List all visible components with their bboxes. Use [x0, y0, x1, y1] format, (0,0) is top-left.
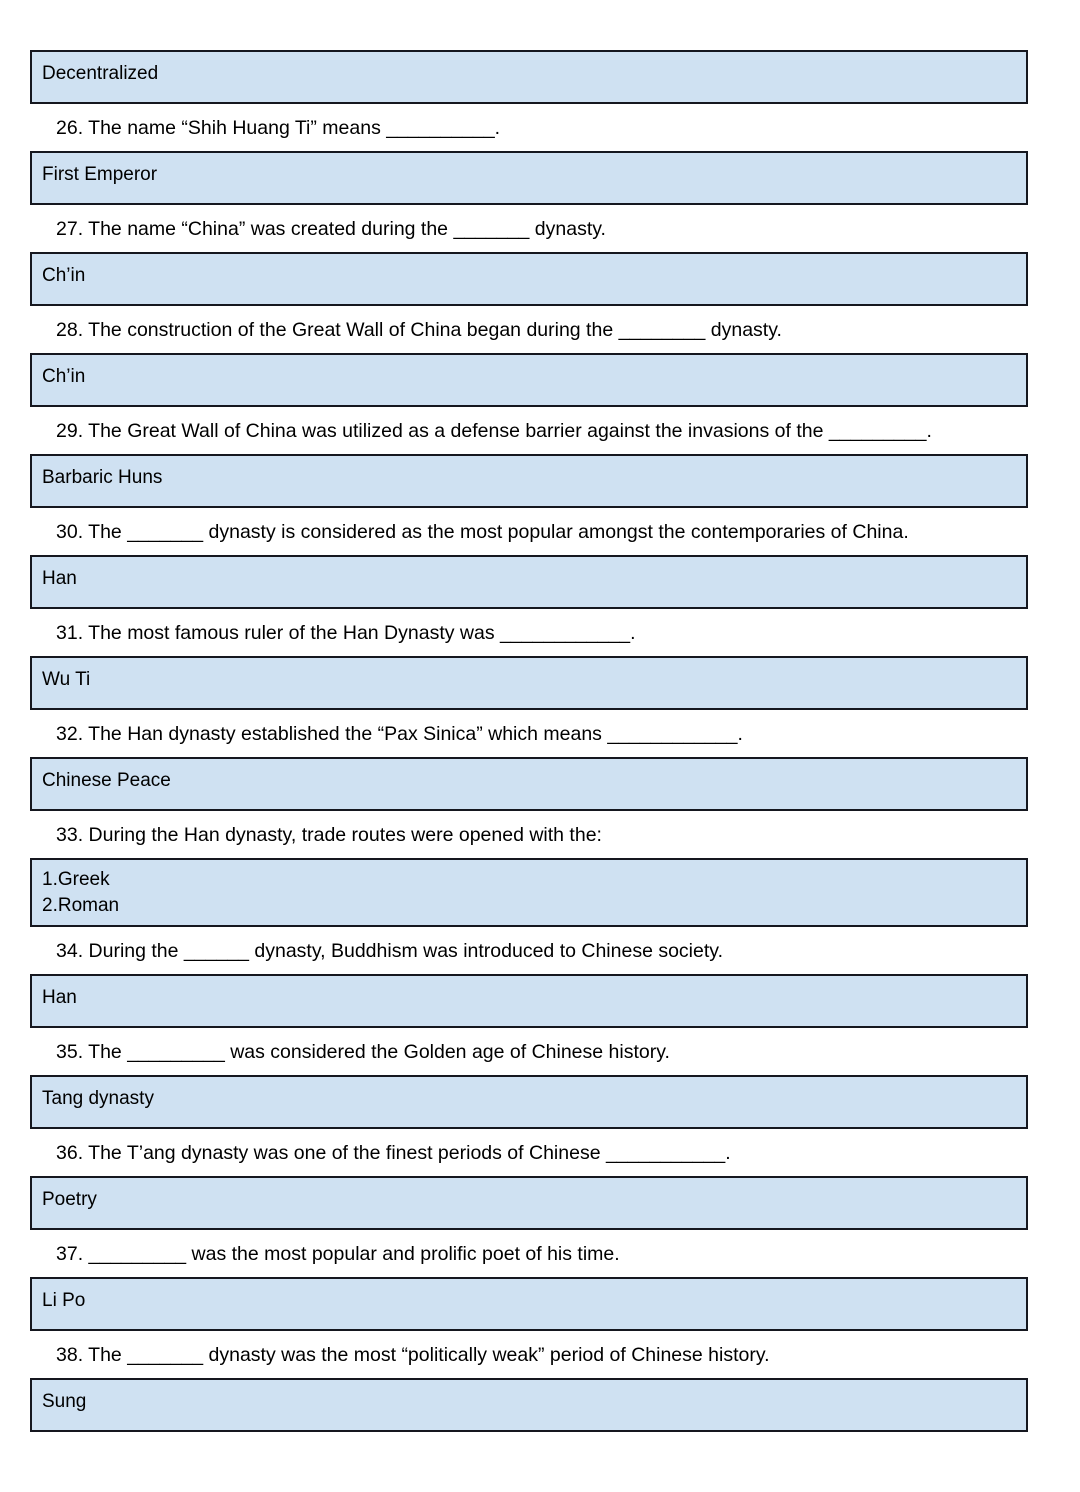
question-text: 34. During the ______ dynasty, Buddhism was introduced to Chinese society. [56, 940, 723, 962]
answer-box[interactable] [30, 1277, 1028, 1331]
answer-box[interactable] [30, 757, 1028, 811]
question-text: 36. The T’ang dynasty was one of the finest periods of Chinese ___________. [56, 1142, 731, 1164]
question-text: 28. The construction of the Great Wall of China began during the ________ dynasty. [56, 319, 782, 341]
answer-text: First Emperor [42, 164, 158, 185]
question-text: 37. _________ was the most popular and prolific poet of his time. [56, 1243, 620, 1265]
answer-text: Tang dynasty [42, 1088, 154, 1109]
answer-box[interactable] [30, 555, 1028, 609]
answer-text: Chinese Peace [42, 770, 171, 791]
answer-text: Decentralized [42, 63, 159, 84]
question-text: 29. The Great Wall of China was utilized as a defense barrier against the invasions of the _________. [56, 420, 932, 442]
answer-text: Ch’in [42, 366, 86, 387]
answer-text: Barbaric Huns [42, 467, 163, 488]
question-text: 38. The _______ dynasty was the most “politically weak” period of Chinese history. [56, 1344, 770, 1366]
answer-box[interactable] [30, 656, 1028, 710]
question-answer-group [30, 151, 1028, 252]
question-text: 30. The _______ dynasty is considered as the most popular amongst the contemporaries of China. [56, 521, 909, 543]
answer-text: Han [42, 987, 77, 1008]
question-text: 26. The name “Shih Huang Ti” means __________. [56, 117, 501, 139]
answer-text: Li Po [42, 1290, 86, 1311]
answer-text: Wu Ti [42, 669, 91, 690]
question-answer-group [30, 50, 1028, 151]
question-answer-group [30, 454, 1028, 555]
question-text: 35. The _________ was considered the Golden age of Chinese history. [56, 1041, 670, 1063]
question-answer-group [30, 252, 1028, 353]
answer-text: Ch’in [42, 265, 86, 286]
answer-box[interactable] [30, 858, 1028, 927]
question-text: 33. During the Han dynasty, trade routes were opened with the: [56, 824, 602, 846]
answer-box[interactable] [30, 151, 1028, 205]
question-answer-group [30, 1378, 1028, 1492]
answer-text: Han [42, 568, 77, 589]
bottom-spacer [30, 1432, 1028, 1492]
question-answer-group [30, 1277, 1028, 1378]
answer-text: 1.Greek [42, 869, 110, 890]
question-answer-group [30, 757, 1028, 858]
question-answer-group [30, 555, 1028, 656]
question-text: 32. The Han dynasty established the “Pax Sinica” which means ____________. [56, 723, 743, 745]
question-answer-group [30, 858, 1028, 974]
question-answer-group [30, 974, 1028, 1075]
answer-box[interactable] [30, 1075, 1028, 1129]
question-answer-group [30, 1075, 1028, 1176]
answer-text: 2.Roman [42, 895, 120, 916]
question-text: 31. The most famous ruler of the Han Dynasty was ____________. [56, 622, 636, 644]
answer-text: Poetry [42, 1189, 97, 1210]
answer-box[interactable] [30, 252, 1028, 306]
answer-box[interactable] [30, 353, 1028, 407]
answer-box[interactable] [30, 454, 1028, 508]
worksheet-body [30, 50, 1028, 1492]
question-answer-group [30, 656, 1028, 757]
answer-box[interactable] [30, 974, 1028, 1028]
question-answer-group [30, 1176, 1028, 1277]
question-answer-group [30, 353, 1028, 454]
answer-text: Sung [42, 1391, 87, 1412]
answer-box[interactable] [30, 1378, 1028, 1432]
question-text: 27. The name “China” was created during the _______ dynasty. [56, 218, 606, 240]
answer-box[interactable] [30, 50, 1028, 104]
answer-box[interactable] [30, 1176, 1028, 1230]
